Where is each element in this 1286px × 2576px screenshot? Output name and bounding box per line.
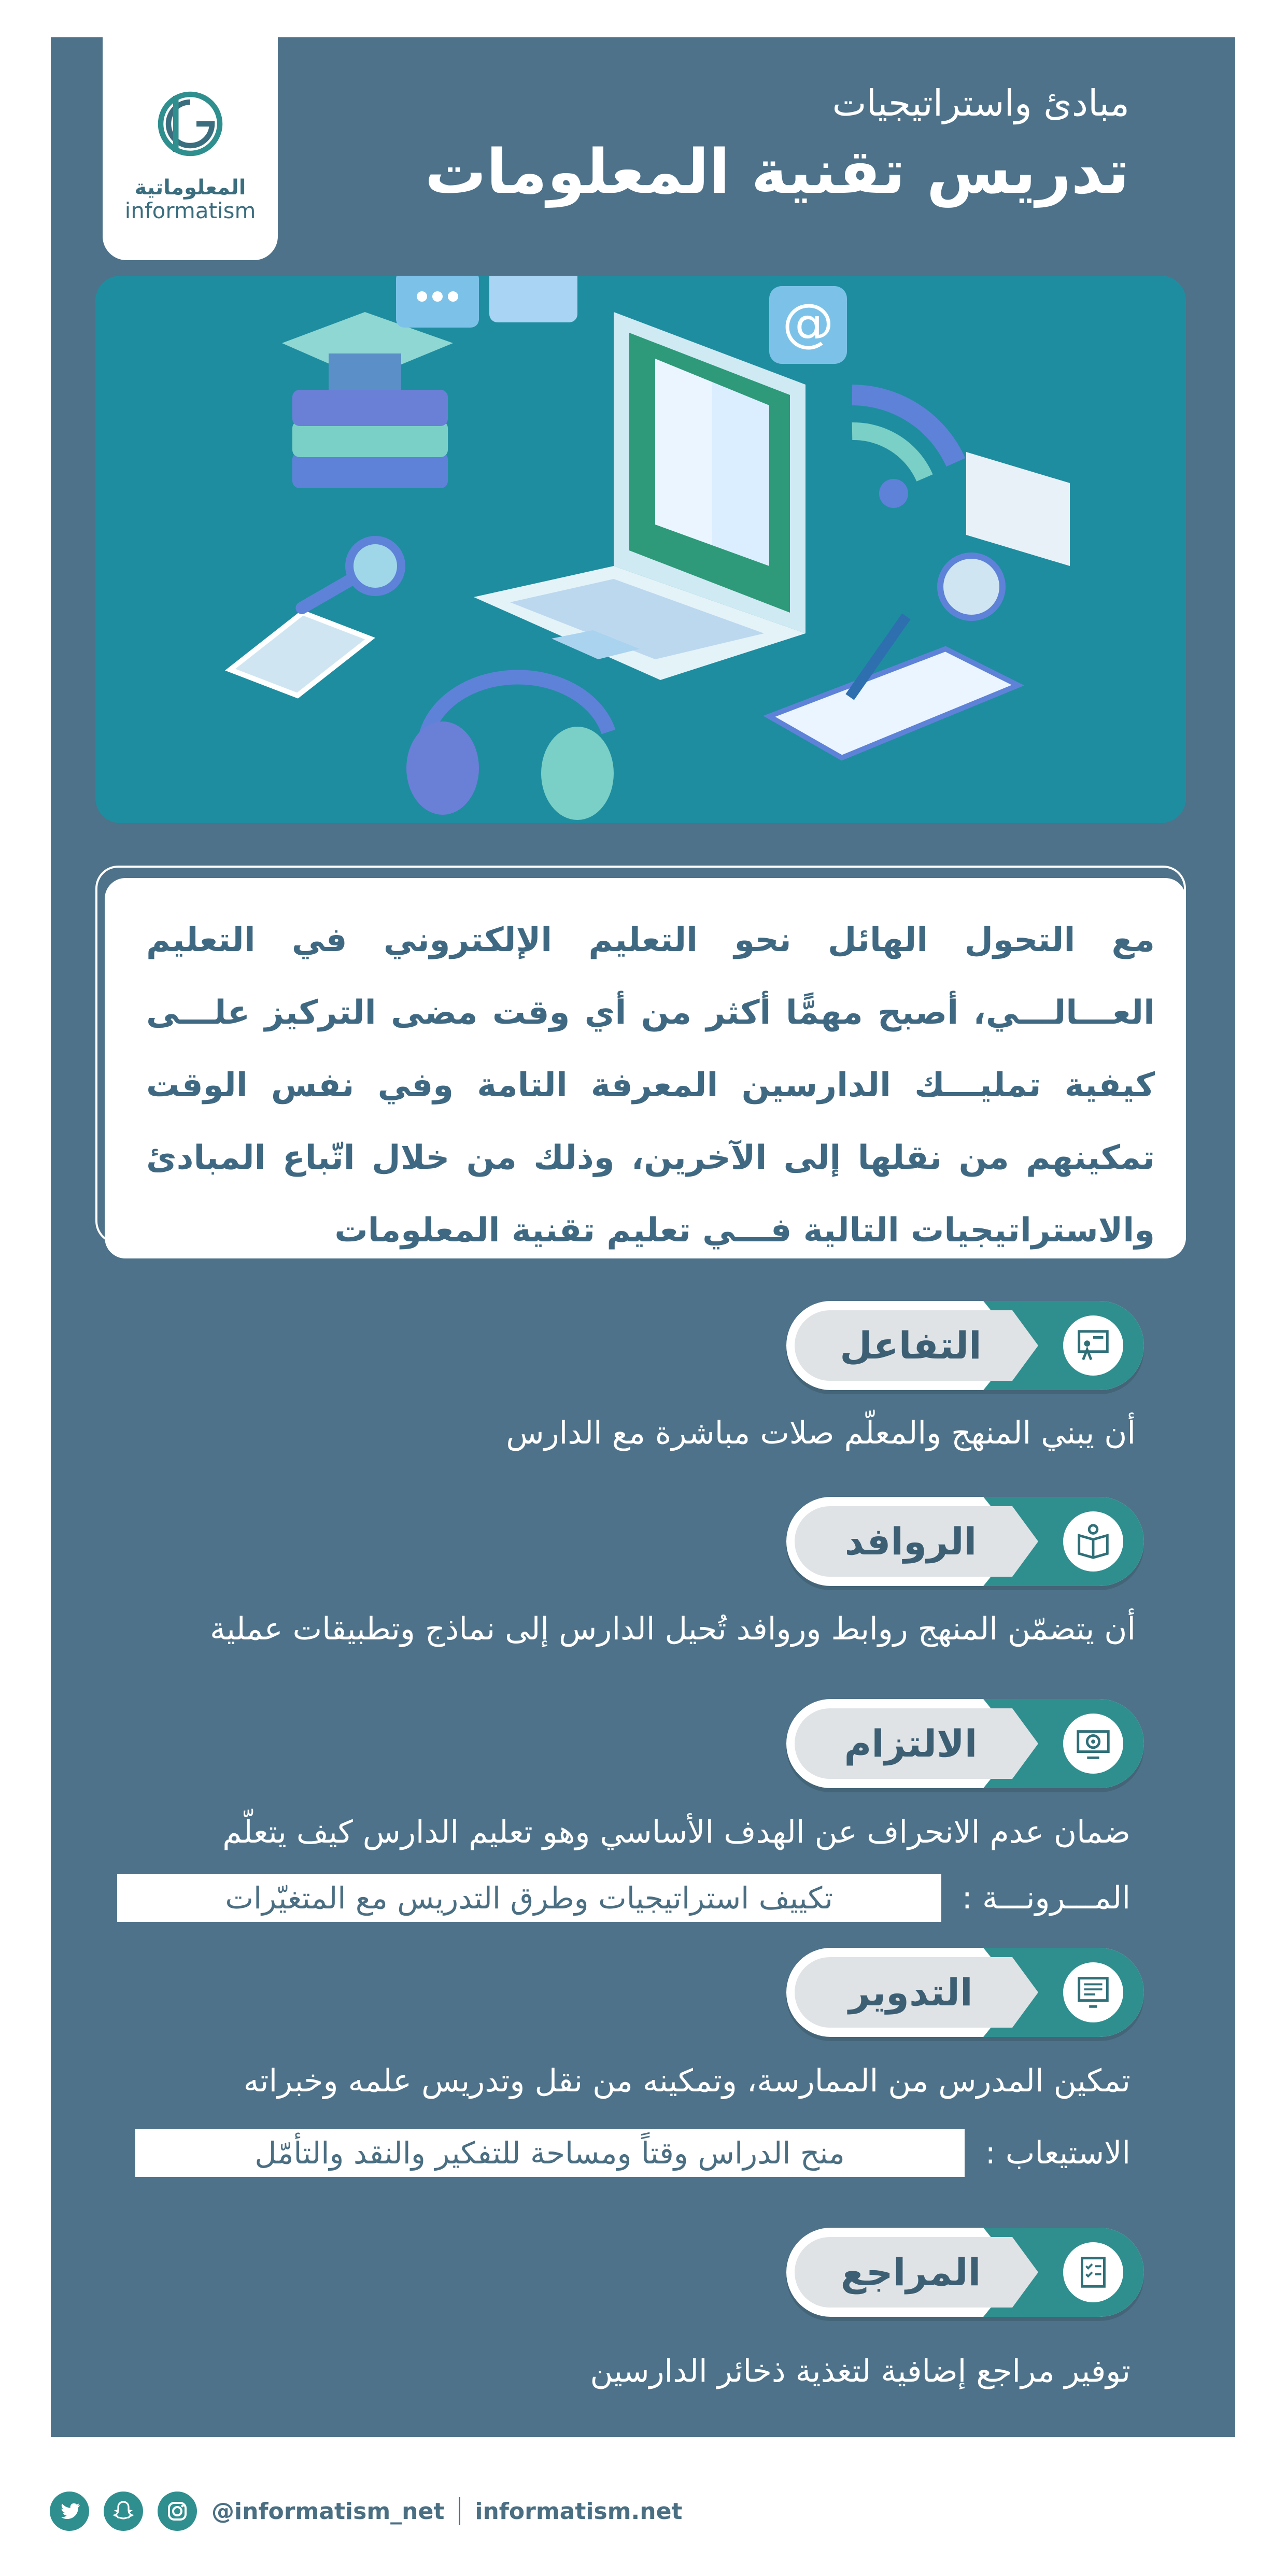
svg-text:@: @ — [782, 292, 834, 353]
book-3 — [292, 390, 448, 426]
section-pill-commitment[interactable] — [786, 1699, 1144, 1788]
section-description: ضمان عدم الانحراف عن الهدف الأساسي وهو تعليم الدارس كيف يتعلّم — [222, 1814, 1130, 1850]
smartphone — [230, 613, 370, 696]
book-idea-icon — [1073, 1521, 1113, 1562]
flexibility-label: المـــرونـــة : — [962, 1880, 1130, 1916]
book-page-left — [655, 359, 712, 545]
document-screen-icon — [1073, 1972, 1113, 2013]
logo-arabic-text: المعلوماتية — [134, 175, 246, 200]
instagram-icon — [165, 2499, 190, 2524]
logo-card[interactable] — [103, 37, 278, 260]
comprehension-label: الاستيعاب : — [985, 2135, 1130, 2171]
section-title: الالتزام — [844, 1722, 978, 1765]
section-pill-tributaries[interactable] — [786, 1497, 1144, 1586]
informatism-logo-icon — [151, 85, 229, 163]
footer-divider — [459, 2497, 460, 2525]
page-subtitle: مبادئ واستراتيجيات — [832, 82, 1129, 124]
comprehension-value: منح الدراس وقتاً ومساحة للتفكير والنقد والتأمّل — [135, 2129, 965, 2177]
section-title: الروافد — [844, 1520, 977, 1563]
presentation-icon — [1073, 1325, 1113, 1366]
book-page-right — [712, 382, 769, 566]
section-title: التدوير — [849, 1971, 973, 2014]
comprehension-row — [135, 2129, 1130, 2177]
hero-illustration — [95, 276, 1186, 823]
website-link[interactable]: informatism.net — [475, 2498, 683, 2525]
section-description: أن يبني المنهج والمعلّم صلات مباشرة مع الدارس — [506, 1415, 1136, 1451]
elearning-illustration — [95, 276, 1186, 823]
section-description: أن يتضمّن المنهج روابط وروافد تُحيل الدارس إلى نماذج وتطبيقات عملية — [209, 1611, 1136, 1647]
book-2 — [292, 421, 448, 457]
clipboard — [769, 649, 1018, 758]
wifi-arc-2 — [852, 431, 925, 478]
clock — [940, 556, 1002, 618]
book-1 — [292, 452, 448, 488]
section-pill-interaction[interactable] — [786, 1301, 1144, 1390]
section-title: المراجع — [840, 2251, 981, 2294]
social-handle[interactable]: @informatism_net — [211, 2498, 445, 2525]
footer — [50, 2488, 682, 2535]
section-title: التفاعل — [840, 1324, 982, 1367]
headphone-right — [541, 727, 614, 820]
flexibility-row — [117, 1874, 1130, 1922]
instagram-link[interactable] — [158, 2492, 197, 2531]
chat-bubble-2 — [489, 276, 577, 322]
headphone-left — [406, 721, 479, 815]
target-screen-icon — [1073, 1723, 1113, 1764]
snapchat-icon — [111, 2499, 136, 2524]
intro-text: مع التحول الهائل نحو التعليم الإلكتروني في التعليم العـــالـــي، أصبح مهمًّا أكثر من أي وقت مضى التركيز علـــى كيفية تمليـــك الدارسين المعرفة التامة وفي نفس الوقت تمكينهم من نقلها إلى الآخرين، وذلك من خلال اتّباع المبادئ والاستراتيجيات التالية فـــي تعليم تقنية المعلومات — [146, 921, 1155, 1250]
section-description: توفير مراجع إضافية لتغذية ذخائر الدارسين — [590, 2353, 1130, 2389]
logo-english-text: informatism — [124, 197, 256, 223]
section-description: تمكين المدرس من الممارسة، وتمكينه من نقل وتدريس علمه وخبراته — [243, 2063, 1130, 2099]
twitter-icon — [57, 2499, 82, 2524]
intro-card — [105, 878, 1186, 1258]
magnifier — [349, 540, 401, 592]
checklist-icon — [1073, 2252, 1113, 2292]
flexibility-value: تكييف استراتيجيات وطرق التدريس مع المتغيّرات — [117, 1874, 941, 1922]
grad-cap-base — [329, 353, 401, 390]
wifi-dot — [879, 479, 908, 508]
page-title: تدريس تقنية المعلومات — [425, 136, 1129, 207]
section-pill-rotation[interactable] — [786, 1948, 1144, 2037]
twitter-link[interactable] — [50, 2492, 89, 2531]
calendar — [966, 452, 1070, 566]
snapchat-link[interactable] — [104, 2492, 143, 2531]
section-pill-references[interactable] — [786, 2228, 1144, 2317]
